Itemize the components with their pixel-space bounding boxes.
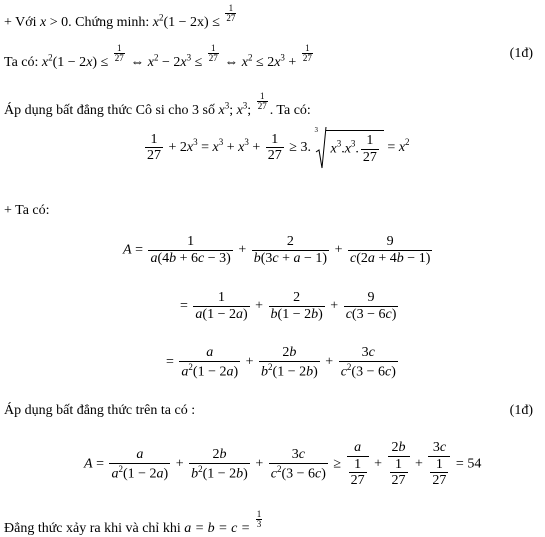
cauchy-inequality: $\frac{1}{27}$ + $2x^3 = x^3 + x^3$ + $\frac{1}{27}$ ≥ 3. 3 $x^3.x^3$. $\frac{1}{27}$ = $x^2$ bbox=[143, 130, 410, 165]
A-expression-2: = $\frac{1}{a(1 - 2a)}$ + $\frac{2}{b(1 - 2b)}$ + $\frac{9}{c(3 - 6c)}$ bbox=[180, 290, 397, 322]
ta-co-heading: + Ta có: bbox=[4, 203, 50, 218]
step-1: Ta có: $x^2(1 - 2x)$ ≤ $\frac{1}{27}$ ⇔ $x^2 - 2x^3$ ≤ $\frac{1}{27}$ ⇔ $x^2 \le 2x^3$ + $\frac{1}{27}$ bbox=[4, 43, 312, 70]
fraction-1-3: $\frac{1}{3}$ bbox=[256, 509, 262, 529]
apply-inequality: Áp dụng bất đẳng thức trên ta có : bbox=[4, 403, 196, 418]
fraction-1-27: $\frac{1}{27}$ bbox=[226, 3, 236, 23]
score-mark-1: (1đ) bbox=[509, 46, 533, 61]
A-expression-1: A = $\frac{1}{a(4b + 6c - 3)}$ + $\frac{2}{b(3c + a - 1)}$ + $\frac{9}{c(2a + 4b - 1)}$ bbox=[123, 234, 431, 266]
A-expression-3: = $\frac{a}{a^2(1 - 2a)}$ + $\frac{2b}{b^2(1 - 2b)}$ + $\frac{3c}{c^2(3 - 6c)}$ bbox=[166, 345, 396, 380]
problem-statement: + Với x > 0. Chứng minh: $x^2(1 - 2x)$ ≤ $\frac{1}{27}$ bbox=[4, 3, 236, 30]
cauchy-intro: Áp dụng bất đẳng thức Cô si cho 3 số $x^3$; $x^3$; $\frac{1}{27}$ . Ta có: bbox=[4, 91, 311, 118]
cube-root-icon: 3 $x^3.x^3$. $\frac{1}{27}$ bbox=[314, 130, 383, 165]
equality-condition: Đẳng thức xảy ra khi và chỉ khi a = b = c = $\frac{1}{3}$ bbox=[4, 509, 262, 536]
final-inequality: A = $\frac{a}{a^2(1 - 2a)}$ + $\frac{2b}{b^2(1 - 2b)}$ + $\frac{3c}{c^2(3 - 6c)}$ ≥ $\frac{a}{\frac{1}{27}}$ + $\frac{2b}{\frac{1}{27}}$ + $\frac{3c}{\frac{1}{27}}$ = 54 bbox=[84, 440, 482, 489]
score-mark-2: (1đ) bbox=[509, 403, 533, 418]
lead-text: + Với bbox=[4, 14, 41, 30]
